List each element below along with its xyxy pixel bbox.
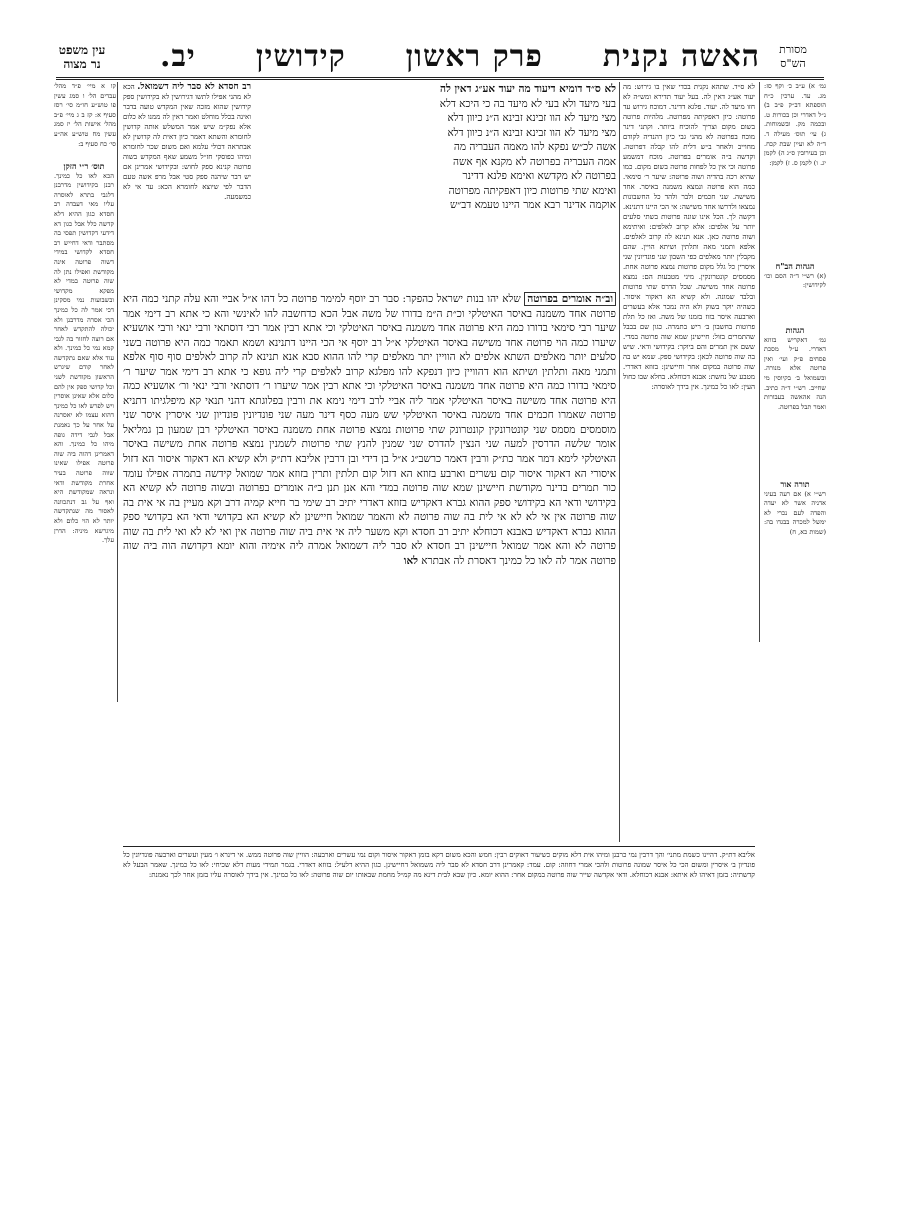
tosafot-text: הכא לא מהני אפילו לתשו דגירושין לא בקידושין ספק קידושין שהוא מזכה שאין המקדש טועה בדבר ואינה בכלל מוחלט ואמר דאין לה ממנו לא כלום אלא נפק״מ שיש אמר המשלש אותה קדושין לחומרא והשתא דאמר כיון דאית לה קדושין לא אבתראה דכולי עלמא ואם משום שכר לחומרא ומיהו כפוסקי חז״ל משמע שאף המקדש בשוה פרוטה קנינא ספק לחוש: ובקידושי אמרינן אם יש דבר שיהנה ספק סטי אבל מרפ אשה טעם הדבר לפי שיוצא לחומרא הכא: עד אי לא כמשמעה. <box>123 83 251 201</box>
hagahot-text: גמ׳ דאקריש בזוזא דאדרי. ע״ל מסכת פסחים פ״ק ועי׳ ואין פרוטה אלא מנורה. ובשמואל ב׳ בקיוסין מי שחייב. רש״י ד״ה כתיב. הנה אהאשה בעבורות ואמר תבל בפרוטה. <box>764 335 826 411</box>
masoret-text: גמ׳ א) ע״ב כ׳ וקף סז: מג. עד. ערכין כ״ח הוספתא דב״ק פ״ב ב) נ״ל דאדרי וכן בכורות ט. ובכמה מק. ובשמוחות. ג) עי׳ תוס׳ מעילה ד. ד״ה לא ועיין שבת קכח. וכן בעירובין ס״ג ה) לקמן יג. ו) לקמן ס. ז) לקמן: <box>764 82 826 167</box>
masoret-title-line2: הש"ס <box>780 57 806 70</box>
hagahot <box>764 326 826 466</box>
ein-mishpat-header <box>56 43 108 71</box>
haghot-habach <box>764 262 826 322</box>
torah-or-title: תורה אור <box>780 480 810 489</box>
tosafot-rid-text: הכא לאו כל כמינך. רבנן בקידושין מדרבנן דלגבי בתרא לאוסרה עליו מאי דעבדה רב חסדא כגון ההיא דלא קדשה כלל אבל כגון דא דידעי דקדושין תפסי בה מסתבר ודאי דחייש רב חסדא לקדושי במידי דשוה פרוטה אינה מקודשת ואפילו נתן לה שוה פרוטה במדי לא מפקא מקדושי ובשבועות נמי מסקינן דכי אמר לה כל כמינך הכי אסרה מדרבנן ולא יכולה להתקדש לאחר אם רוצה לחזור בה לגבי קמא נמי כל כמינך. ולא עוד אלא שאם נתקדשה לאחר קודם שיגרש הראשון מקודשת לשני וכל קדושי ספק אין להם כלום אלא שאינן אוסרין ויש לפרש לאו כל כמינך דהוא עצמו לא יאסרנה על אחר על כך נאמנת אבל לגבי דידה גופה מיהו כל כמינך. והא דאמרינן דהוה ביה שוה פרוטה אפילו שאינו שווה פרוטה בעיר אחרת מקודשת ודאי ונראה שמקודשת היא ואף על גב דנתכוונה לאסור מה שנתקדשה יותר לא הוי כלום ולא מיגרשא מיניה: הדרן עלך. <box>54 171 114 545</box>
gemara-line: מצי מיעד לא הוו זבינא זבינא ה״נ כיוון דלא <box>447 112 616 125</box>
masoret-column <box>764 82 826 252</box>
haghot-habach-text: (א) רש״י ד״ה הסם וכו׳ לקידושין: <box>764 271 826 290</box>
masoret-header <box>762 43 824 71</box>
gemara-catchword: לאו <box>403 554 418 567</box>
chapter-title: האשה נקנית <box>602 38 760 74</box>
chapter-name: פרק ראשון <box>405 38 543 74</box>
gemara-highlight: וב״ה אומרים בפרוטה <box>524 292 616 306</box>
haghot-habach-title: הגהות הב"ח <box>775 262 815 271</box>
bottom-commentary-text: אליבא דת״ק. דהיינו כשמת מתני׳ והך דרבין נמי כרבנן ומיהו אית דלא מוקים כשיעור דאוקים רבין: חמש והכא משום דקא בזמן דאקור איסור וקום נמי עשרים וארבעה: הוויין שוה פרוטה ממש. אי דינרא ו׳ מעין ועשרים וארבעה פונדיונין כל פונדיון ב׳ איסרין ומשום הכי כל איסר שמונה פרוטות ולהכי אמרי דחוזה: קום. עמד: קאמרינן דרב חסדא לא סבר ליה משמואל דחיישינן. כגון ההיא דלעיל: בזוזא דאדרי. בגמר תמידי מעות דלא שכיחי: לאו כל כמינך. שאמר הבעל לא קדשתיה: בזמן דאיהו לא איתא: אבנא דכוחלא. ודאי אקדשה שייר שוה פרוטה במקום אחר: ההוא יומא. כיון שבא לבית דינא מה קמ״ל מחמת שבאותו יום שוה פרוטה: לאו כל כמינך. אין בידך לאוסרה עליו בזמן אחר לכך נאמנת: <box>123 851 755 879</box>
rashi-column <box>623 82 755 842</box>
gemara-line: אמה העבריה בפרוטה לא מקנא אף אשה <box>453 155 616 168</box>
gemara-opening: לא ס״ד דומיא דיעוד מה יעוד אע״ג דאין לה <box>439 83 616 95</box>
gemara-body-text: שלא יהו בנות ישראל כהפקר: סבר רב יוסף למימר פרוטה כל דהו א״ל אביי והא עלה קתני כמה היא פרוטה אחד משמנה באיסר האיטלקי וכ״ת ה״מ בדורו של משה אבל הכא כדחשבה להו לאינשי והא כי אתא רב דימי אמר שיער רבי סימאי בדורו כמה היא פרוטה אחד משמנה באיסר האיטלקי וכי אתא רבין אמר רבי דוסתאי ורבי ינאי ורבי אושעיא שיערו כמה הוי פרוטה אחד משישה באיסר האיטלקי א״ל רב יוסף אי הכי היינו דתנינא ושמא תאמר כמה היא פרוטה בשני סלעים יותר מאלפים השתא אלפים לא הוויין יתר מאלפים קרי להו ההוא סבא אנא תנינא לה קרוב לאלפים סוף סוף אלפא ותמני מאה ותלתין ושיתא הוא דהוויין כיון דנפקא להו מפלגא קרוב לאלפים קרי ליה גופא כי אתא רב דימי אמר שיער ר׳ סימאי בדורו כמה היא פרוטה אחד משמנה באיסר האיטלקי וכי אתא רבין אמר שיערו ר׳ דוסתאי ורבי ינאי ור׳ אושעיא כמה היא פרוטה אחד משישה באיסר האיטלקי אמר ליה אביי לרב דימי נימא את ורבין בפלוגתא דהני תנאי קא מיפלגיתו דתניא פרוטה שאמרו חכמים אחד משמנה באיסר האיטלקי שש מעה כסף דינר מעה שני פונדיונין פונדיון שני איסרין איסר שני מוסמסים מסמס שני קונטרונקין קונטרונק שתי פרוטות נמצא פרוטה אחת משמנה באיסר האיטלקי רבן שמעון בן גמליאל אומר שלשה הדרסין למעה שני הנצין להדרס שני שמנין להנץ שתי פרוטות לשמנין נמצא פרוטה אחת משישה באיסר האיטלקי לימא דמר אמר כת״ק ורבין דאמר כרשב״ג א״ל בן דידי ובן דרבין אליבא דת״ק ולא קשיא הא דאקור איסור הא דזול איסורי הא דאקור איסור קום עשרים וארבע בזוזא הא דזול קום תלתין ותרין בזוזא אמר שמואל קידשה בתמרה אפילו עומד כור תמרים בדינר מקודשת חיישינן שמא שוה פרוטה במדי והא אנן תנן ב״ה אומרים בפרוטה ובשוה פרוטה לא קשיא הא בקידושי ודאי הא בקידושי ספק ההוא גברא דאקדיש בזוזא דאדרי יתיב רב שימי בר חייא קמיה דרב וקא מעיין בה אי אית בה שוה פרוטה אין אי לא לא אי לית בה שוה פרוטה לא והאמר שמואל חיישינן לא קשיא הא בקדושי ודאי הא בקדושי ספק ההוא גברא דאקדיש באבנא דכוחלא יתיב רב חסדא וקא משער ליה אי אית ביה שוה פרוטה אין ואי לא לא ואי לית בה שוה פרוטה לא והא אמר שמואל חיישינן רב חסדא לא סבר ליה דשמואל אמרה ליה אימיה והוא יומא דקדושה הוה ביה שוה פרוטה אמר לה לאו כל כמינך דאסרת לה אבתרא <box>123 293 616 567</box>
torah-or <box>764 480 826 600</box>
ein-mishpat-text: קו א מיי׳ פ״ד מהל׳ עבדים הל׳ ו סמג עשין פו טוש״ע חו״מ סי׳ רסז סעיף א: קז ב ג מיי׳ פ״ב מהל׳ אישות הל׳ יז סמג עשין מח טוש״ע אה״ע סי׳ כח סעיף ב: <box>54 82 116 148</box>
page-header <box>160 36 760 76</box>
gemara-line: ואימא שתי פרוטות כיון דאפקיתה מפרוטה <box>448 184 616 197</box>
tosafot-rid-title: תוס׳ ר״י הזקן <box>63 162 105 171</box>
ein-mishpat-title-line2: נר מצוה <box>63 57 101 71</box>
gemara-line: בפרוטה לא מקדשא ואימא פלנא דדינר <box>462 170 616 183</box>
bottom-commentary <box>123 850 755 928</box>
tosafot-rid-column <box>54 162 114 702</box>
tosafot-column <box>123 82 251 322</box>
gemara-line: אשה לכ״ש נפקא להו מאמה העבריה מה <box>453 141 616 154</box>
ein-mishpat-title-line1: עין משפט <box>58 43 106 57</box>
ein-mishpat-column <box>54 82 116 154</box>
torah-or-text: רש״י א) אם רעה בעיני אדניה אשר לא יעדה והפדה לעם נכרי לא ימשל למכרה בבגדו בה: (שמות כא, ח) <box>764 489 826 536</box>
gemara-body <box>123 292 616 840</box>
tosafot-opening: רב חסדא לא סבר ליה דשמואל. <box>137 82 251 92</box>
gemara-line: בעי מיעד ולא בעי לא מיעד בה כי היכא דלא <box>439 97 616 110</box>
hagahot-title: הגהות <box>785 326 805 335</box>
page-number: יב. <box>160 38 196 74</box>
masoret-title-line1: מסורת <box>779 43 807 56</box>
tractate-name: קידושין <box>255 38 346 74</box>
gemara-line: אוקמה אדינר רבא אמר היינו טעמא דב״ש <box>449 199 616 212</box>
gemara-line: מצי מיעד לא הוו זבינא זבינא ה״נ כיוון דלא <box>447 126 616 139</box>
rashi-text: לא ס״ד. שתהא נקנית בכדי שאין בו גירוש: מה יעוד אע״ג דאין לה. בעל יעוד תדירא ומש״ה לא חזו מיעד לה. יעוד. פלגא דדינר. דמוכח גירוש עד פרוטה: כיון דאפקיתה מפרוטה. מלהיות פרוטה בשום מקום וצריך להוכיח ביותר. וקתני דינר מוכח בפרוטה לא מהני גבי כיון דהנדיה לקודם מחוייב ולאחר ב״ש דלית להו קבלה דפרוטה. וקדשה ב״ה אומרים בפרוטה. מוכח דמשמע פרוטה וכי אין כל לפחות פרוטה בשום מקום. כמו שהיא רכה בהדיה ושוה פרוטה: שיער ר׳ סימאי. כמה הוא פרוטה ונמצא משמנה באיסר. אחד משישה. שני חכמים ולבר ולהד כל החשבונות נמצאו ולדרשו אחד משישה: אי הכי היינו דתנינא. דקשה לך. הכל אינו שונה פרוטות בשתי סלעים יותר על אלפים: אלא קרוב לאלפים: ואיתימא ושוה פרוטה כאן. אנא תנינא לה קרוב לאלפים. אלפא ותמני מאה ותלתין ושיתא הויין. שהם מקבלין יותר מאלפים כפי השבון שני פונדיונין שני איסרין כל גלל מקום פרוטות נמצא פרוטה אחת. מסמסים קונטרונקין. מיני מטבעות הם: נמצא פרוטה אחד משישה. שכל הדרס שתי פרוטות ובלבד שמונה. ולא קשיא הא דאקור איסור. כשהיה יוקר בשוק ולא היה נמכר אלא בעשרים וארבעה איסר בזוז בזמנו של משה. ואז כל תלת פרוטות בחשבון ב׳ ריש בתמרה. כגון שם בבבל שהתמרים בזול: חיישינן שמא שוה פרוטה במדי. ששם אין תמרים והם ביוקר: בקידושי ודאי. שיש בה שוה פרוטה לכאן: בקידושי ספק. שמא יש בה שוה פרוטה במקום אחר וחיישינן: בזוזא דאדרי. מטבע של נחשת: אבנא דכוחלא. בחלא שבו כחול העין: לאו כל כמינך. אין בידך לאוסרה: <box>623 83 755 391</box>
